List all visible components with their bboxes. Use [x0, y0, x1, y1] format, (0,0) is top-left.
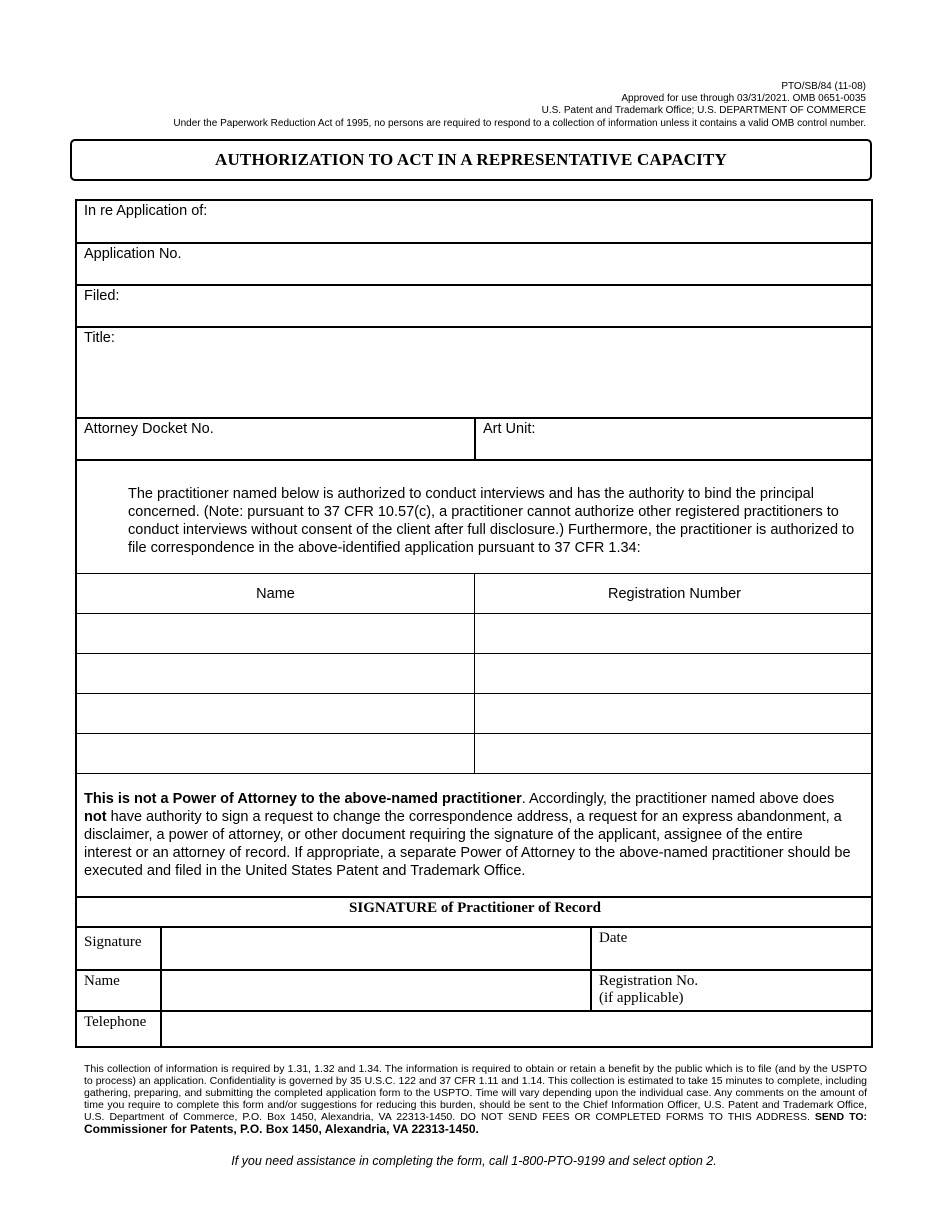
in-re-application-label: In re Application of: — [84, 203, 208, 219]
send-to-label: SEND TO: — [814, 1111, 868, 1123]
agency-line: U.S. Patent and Trademark Office; U.S. DEPARTMENT OF COMMERCE — [541, 105, 866, 116]
attorney-docket-label: Attorney Docket No. — [84, 421, 214, 437]
practitioner-name-cell[interactable] — [77, 614, 474, 653]
practitioner-registration-cell[interactable] — [476, 694, 873, 733]
assistance-line: If you need assistance in completing the form, call 1-800-PTO-9199 and select option 2. — [231, 1154, 717, 1168]
burden-text: This collection of information is required by 1.31, 1.32 and 1.34. The information is required to obtain or retain a benefit by the public which is to file (and by the USPTO to process) an application. Confidentiality is governed by 35 U.S.C. 122 and 37 CFR 1.11 and 1.14. This collection is estimated to take 15 minutes to complete, including gathering, preparing, and submitting the completed application form to the USPTO. Time will vary depending upon the individual case. Any comments on the amount of time you require to complete this form and/or suggestions for reducing this burden, should be sent to the Chief Information Officer, U.S. Patent and Trademark Office, U.S. Department of Commerce, P.O. Box 1450, Alexandria, VA 22313-1450. DO NOT SEND FEES OR COMPLETED FORMS TO THIS ADDRESS. — [84, 1063, 867, 1123]
paperwork-notice: Under the Paperwork Reduction Act of 1995, no persons are required to respond to a collection of information unless it contains a valid OMB control number. — [173, 118, 866, 129]
not-power-of-attorney-notice — [84, 790, 854, 880]
name-field[interactable] — [162, 971, 590, 1010]
divider — [75, 773, 873, 774]
divider — [75, 242, 873, 244]
registration-no-label: Registration No. — [599, 973, 699, 989]
registration-number-column-header: Registration Number — [608, 586, 741, 602]
divider — [75, 896, 873, 898]
date-label: Date — [599, 930, 628, 946]
signature-label: Signature — [84, 934, 142, 950]
signature-section-heading: SIGNATURE of Practitioner of Record — [349, 900, 601, 916]
practitioner-name-cell[interactable] — [77, 734, 474, 773]
filed-label: Filed: — [84, 288, 120, 304]
practitioner-name-cell[interactable] — [77, 694, 474, 733]
signature-field[interactable] — [162, 928, 590, 969]
telephone-label: Telephone — [84, 1014, 147, 1030]
divider — [474, 417, 476, 460]
if-applicable-label: (if applicable) — [599, 990, 684, 1006]
form-title: AUTHORIZATION TO ACT IN A REPRESENTATIVE CAPACITY — [214, 150, 728, 169]
name-column-header: Name — [256, 586, 295, 602]
telephone-field[interactable] — [162, 1012, 871, 1047]
notice-text: have authority to sign a request to change the correspondence address, a request for an express abandonment, a disclaimer, a power of attorney, or other document requiring the signature of the applicant, assignee of the entire interest or an attorney of record. If appropriate, a separate Power of Attorney to the above-named practitioner should be executed and filed in the United States Patent and Trademark Office. — [84, 809, 851, 879]
name-label: Name — [84, 973, 120, 989]
title-label: Title: — [84, 330, 115, 346]
burden-statement — [84, 1063, 867, 1136]
authorization-statement: The practitioner named below is authorized to conduct interviews and has the authority to bind the principal concerned. (Note: pursuant to 37 CFR 10.57(c), a practitioner cannot authorize other registered practitioners to conduct interviews without consent of the client after full disclosure.) Furthermore, the practitioner is authorized to file correspondence in the above-identified application pursuant to 37 CFR 1.34: — [128, 486, 855, 556]
practitioner-registration-cell[interactable] — [476, 734, 873, 773]
divider — [75, 326, 873, 328]
divider — [474, 573, 475, 773]
notice-bold-lead: This is not a Power of Attorney to the above-named practitioner — [84, 791, 522, 807]
notice-text: . Accordingly, the practitioner named above does — [521, 791, 835, 807]
form-number: PTO/SB/84 (11-08) — [781, 81, 866, 92]
omb-approval: Approved for use through 03/31/2021. OMB 0651-0035 — [621, 93, 866, 104]
application-number-label: Application No. — [84, 246, 182, 262]
art-unit-label: Art Unit: — [483, 421, 536, 437]
form-title-box — [70, 139, 872, 181]
practitioner-name-cell[interactable] — [77, 654, 474, 693]
divider — [75, 284, 873, 286]
practitioner-registration-cell[interactable] — [476, 614, 873, 653]
send-to-address: Commissioner for Patents, P.O. Box 1450, Alexandria, VA 22313-1450. — [84, 1122, 479, 1136]
notice-bold-not: not — [84, 809, 107, 825]
divider — [590, 926, 592, 1011]
practitioner-registration-cell[interactable] — [476, 654, 873, 693]
